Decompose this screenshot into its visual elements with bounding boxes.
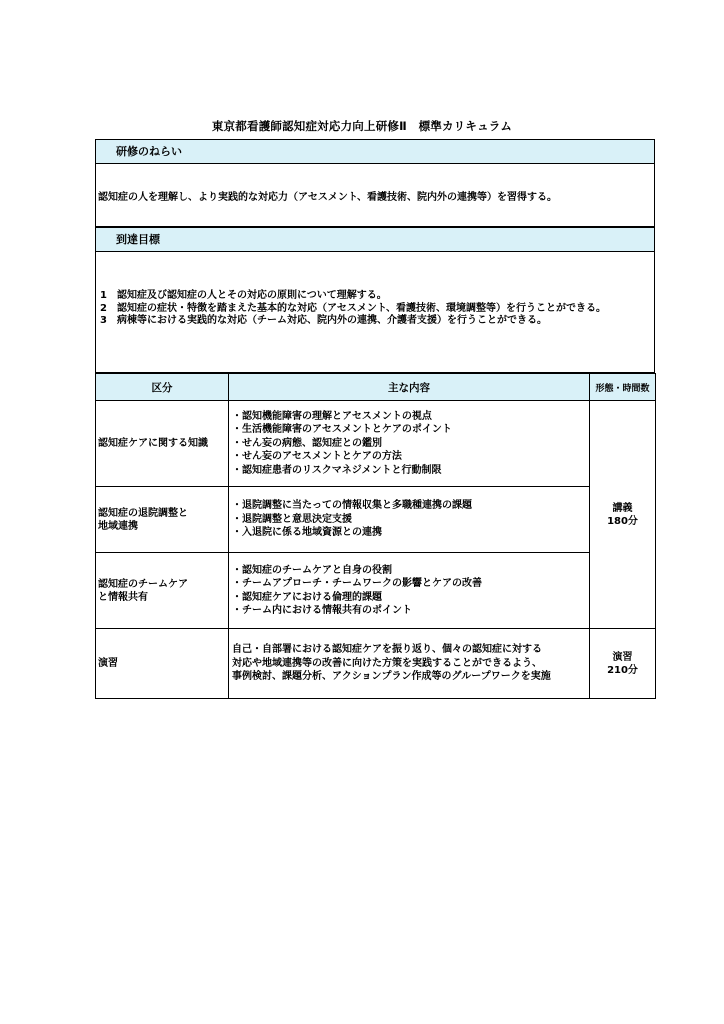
exercise-format-cell xyxy=(590,629,656,699)
table-row xyxy=(96,629,656,699)
lecture-format-cell xyxy=(590,401,656,629)
content-line: 自己・自部署における認知症ケアを振り返り、個々の認知症に対する xyxy=(232,644,542,656)
category-line: 演習 xyxy=(98,658,118,669)
goal-item-3: 3 病棟等における実践的な対応（チーム対応、院内外の連携、介護者支援）を行うことができる。 xyxy=(100,315,547,326)
purpose-text: 認知症の人を理解し、より実践的な対応力（アセスメント、看護技術、院内外の連携等）を習得する。 xyxy=(98,191,557,203)
row-content xyxy=(229,553,590,629)
row-category xyxy=(96,629,229,699)
content-line: ・せん妄のアセスメントとケアの方法 xyxy=(232,451,402,463)
category-line: 認知症のチームケア xyxy=(98,578,188,590)
content-line: ・退院調整に当たっての情報収集と多職種連携の課題 xyxy=(232,500,472,512)
content-line: ・生活機能障害のアセスメントとケアのポイント xyxy=(232,424,452,436)
content-line: ・認知症のチームケアと自身の役割 xyxy=(232,564,392,576)
goals-section xyxy=(95,252,655,373)
content-line: ・せん妄の病態、認知症との鑑別 xyxy=(232,437,382,449)
format-duration: 180分 xyxy=(607,515,638,527)
content-line: ・認知症ケアにおける倫理的課題 xyxy=(232,591,382,603)
table-row xyxy=(96,553,656,629)
content-line: 事例検討、課題分析、アクションプラン作成等のグループワークを実施 xyxy=(232,671,551,683)
table-row xyxy=(96,487,656,553)
content-line: ・チームアプローチ・チームワークの影響とケアの改善 xyxy=(232,578,482,589)
goal-item-1: 1 認知症及び認知症の人とその対応の原則について理解する。 xyxy=(100,290,387,301)
content-line: 対応や地域連携等の改善に向けた方策を実践することができるよう、 xyxy=(232,657,542,669)
header-category: 区分 xyxy=(96,374,229,401)
format-type: 演習 xyxy=(612,651,633,663)
table-row xyxy=(96,401,656,487)
curriculum-table xyxy=(95,373,656,699)
row-content xyxy=(229,401,590,487)
goal-item-2: 2 認知症の症状・特徴を踏まえた基本的な対応（アセスメント、看護技術、環境調整等）を行うことができる。 xyxy=(100,302,606,314)
format-duration: 210分 xyxy=(607,664,638,676)
category-line: 認知症の退院調整と xyxy=(98,507,188,519)
page-title: 東京都看護師認知症対応力向上研修Ⅱ 標準カリキュラム xyxy=(211,119,513,133)
content-line: ・認知症患者のリスクマネジメントと行動制限 xyxy=(232,464,442,476)
purpose-heading: 研修のねらい xyxy=(95,139,655,164)
content-line: ・チーム内における情報共有のポイント xyxy=(232,605,412,616)
row-content xyxy=(229,487,590,553)
content-line: ・入退院に係る地域資源との連携 xyxy=(232,527,382,539)
goals-heading: 到達目標 xyxy=(95,227,655,252)
purpose-section xyxy=(95,164,655,227)
row-category xyxy=(96,553,229,629)
content-line: ・退院調整と意思決定支援 xyxy=(232,513,352,525)
category-line: 地域連携 xyxy=(98,520,138,532)
format-type: 講義 xyxy=(612,502,633,514)
category-line: と情報共有 xyxy=(98,591,148,603)
row-content xyxy=(229,629,590,699)
content-line: ・認知機能障害の理解とアセスメントの視点 xyxy=(232,410,432,422)
header-content: 主な内容 xyxy=(229,374,590,401)
row-category xyxy=(96,487,229,553)
curriculum-sheet xyxy=(95,139,655,699)
row-category xyxy=(96,401,229,487)
header-format: 形態・時間数 xyxy=(590,374,656,401)
table-header-row xyxy=(96,374,656,401)
category-line: 認知症ケアに関する知識 xyxy=(98,438,208,449)
